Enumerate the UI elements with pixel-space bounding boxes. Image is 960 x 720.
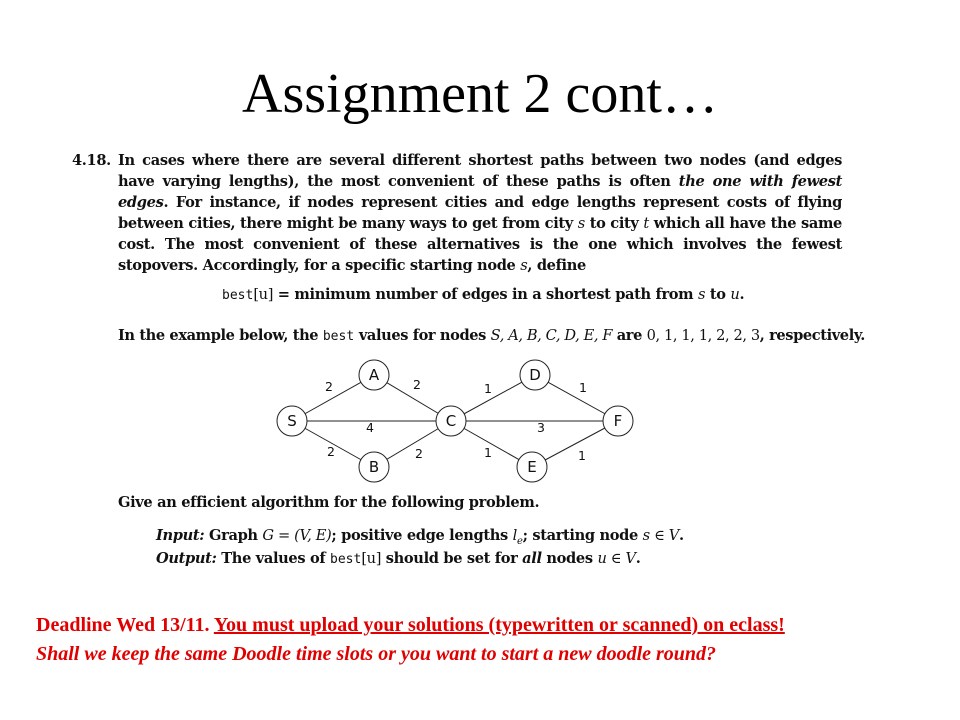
io-emphasis: all — [522, 550, 542, 567]
math-arg: [u] — [253, 286, 274, 303]
edge-label-EF: 1 — [578, 448, 586, 463]
para-text: which all have the same cost. The most convenient of these alternatives is the one which involves the fewest stopovers. Accordingly, for a specific starting node — [118, 215, 842, 274]
edge-label-SA: 2 — [325, 379, 333, 394]
io-text: The values of — [216, 550, 330, 567]
io-text: . — [679, 527, 684, 544]
edge-label-CE: 1 — [484, 445, 492, 460]
math-var: s — [698, 286, 706, 303]
io-text: ; positive edge lengths — [331, 527, 513, 544]
doodle-question: Shall we keep the same Doodle time slots or you want to start a new doodle round? — [36, 643, 717, 665]
io-text: ; starting node — [522, 527, 643, 544]
edge-label-SB: 2 — [327, 444, 335, 459]
math-expr: u ∈ V — [597, 550, 636, 567]
edge-label-CF: 3 — [537, 420, 545, 435]
task-sentence: Give an efficient algorithm for the following problem. — [118, 494, 540, 511]
io-text: nodes — [541, 550, 598, 567]
code-best: best — [330, 552, 362, 567]
math-var: s — [520, 257, 528, 274]
para-text: . For instance, if nodes represent cities and edge lengths represent costs of flying between cities, there might be many ways to get from city — [118, 194, 842, 232]
example-text: values for nodes — [354, 327, 491, 344]
example-text: In the example below, the — [118, 327, 323, 344]
output-label: Output: — [156, 550, 217, 567]
deadline-date: Deadline Wed 13/11. — [36, 614, 214, 636]
problem-number: 4.18. — [72, 152, 111, 169]
io-text: Graph — [204, 527, 263, 544]
def-text: to — [705, 286, 731, 303]
node-label-E: E — [527, 458, 537, 476]
node-label-C: C — [445, 412, 457, 430]
def-text: . — [739, 286, 745, 303]
io-text: should be set for — [381, 550, 523, 567]
math-nodes: S, A, B, C, D, E, F — [490, 327, 613, 344]
example-graph — [270, 355, 650, 485]
para-emphasis: the one with fewest edges — [118, 173, 842, 211]
para-text: In cases where there are several different shortest paths between two nodes (and edges have varying lengths), the most convenient of these paths is often — [118, 152, 842, 190]
problem-statement — [72, 150, 842, 276]
math-var: s — [577, 215, 585, 232]
code-best: best — [322, 329, 355, 344]
input-label: Input: — [156, 527, 205, 544]
output-spec — [156, 550, 640, 567]
math-var: t — [643, 215, 649, 232]
def-text: = minimum number of edges in a shortest path from — [273, 286, 699, 303]
slide-title: Assignment 2 cont… — [242, 63, 718, 125]
upload-instruction: You must upload your solutions (typewritten or scanned) on eclass! — [213, 614, 785, 636]
para-text: , define — [527, 257, 586, 274]
node-label-F: F — [613, 412, 623, 430]
edge-label-SC: 4 — [366, 420, 374, 435]
node-label-A: A — [368, 366, 380, 384]
math-subscript: e — [516, 535, 523, 547]
io-text: . — [635, 550, 641, 567]
edge-label-DF: 1 — [579, 380, 587, 395]
input-spec — [156, 527, 684, 547]
math-graph: G = (V, E) — [262, 527, 332, 544]
node-label-S: S — [287, 412, 297, 430]
para-text: to city — [584, 215, 644, 232]
best-definition — [222, 286, 744, 303]
edge-label-AC: 2 — [413, 377, 421, 392]
example-sentence — [118, 327, 865, 344]
code-best: best — [222, 288, 254, 303]
example-text: , respectively. — [759, 327, 865, 344]
edge-label-BC: 2 — [415, 446, 423, 461]
example-text: are — [612, 327, 647, 344]
math-var: u — [730, 286, 740, 303]
edge-label-CD: 1 — [484, 381, 492, 396]
math-expr: s ∈ V — [642, 527, 679, 544]
math-var: l — [512, 527, 517, 544]
math-values: 0, 1, 1, 1, 2, 2, 3 — [646, 327, 760, 344]
node-label-D: D — [529, 366, 541, 384]
math-arg: [u] — [361, 550, 382, 567]
problem-paragraph — [118, 150, 842, 276]
deadline-notice — [36, 611, 936, 669]
node-label-B: B — [368, 458, 380, 476]
